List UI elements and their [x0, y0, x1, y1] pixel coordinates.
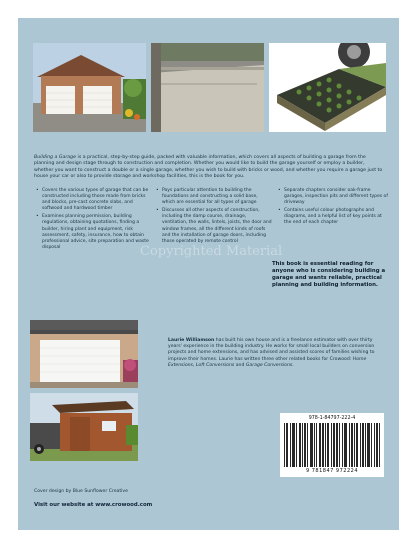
barcode-bar [305, 423, 306, 467]
related-book-title: Garage Conversions [245, 362, 293, 368]
highlight-statement: This book is essential reading for anyone who is considering building a garage and wants reliable, practical planning and building information. [272, 261, 386, 288]
feature-column-1 [36, 188, 150, 253]
barcode-bar [311, 423, 312, 467]
barcode-bar [336, 423, 337, 467]
feature-bullet: • Covers the various types of garage that can be constructed including those made from bricks and blocks, pre-cast concrete slabs, and softwood and hardwood timber [42, 188, 150, 212]
isbn-barcode [280, 413, 384, 477]
barcode-digits: 9 781847 972224 [305, 468, 359, 474]
barcode-bar [284, 423, 285, 467]
barcode-bar [327, 423, 328, 467]
barcode-bar [300, 423, 301, 467]
barcode-bar [292, 423, 293, 467]
barcode-bar [356, 423, 357, 467]
barcode-bar [342, 423, 343, 467]
feature-bullet: • Separate chapters consider oak-frame garages, inspection pits and different types of driveway [284, 188, 388, 206]
intro-blurb [34, 155, 384, 180]
feature-bullet: • Contains useful colour photographs and diagrams, and a helpful list of key points at the end of each chapter [284, 208, 388, 226]
related-book-title: Loft Conversions [195, 362, 235, 368]
barcode-bar [333, 423, 334, 467]
barcode-bar [293, 423, 294, 467]
photo-timber-garage [30, 393, 138, 461]
photo-concrete-base [151, 43, 264, 132]
author-bio [168, 338, 384, 369]
barcode-bar [346, 423, 347, 467]
barcode-bars [284, 423, 380, 467]
barcode-bar [357, 423, 358, 467]
barcode-bar [351, 423, 352, 467]
book-back-cover [18, 18, 399, 530]
barcode-bar [344, 423, 345, 467]
book-title-inline: Building a Garage [34, 155, 77, 160]
barcode-bar [302, 423, 303, 467]
barcode-bar [312, 423, 313, 467]
author-bio-text: has built his own house and is a freelance estimator with over thirty years' experience in the building industry. He works for small local builders on conversion projects and home extensions, and has advised and assisted scores of families wishing to improve their homes. Laurie has written three other related books for Crowood: [168, 338, 375, 362]
barcode-bar [320, 423, 321, 467]
author-bio-separator: , [192, 362, 196, 368]
barcode-bar [319, 423, 320, 467]
author-bio-separator: and [234, 362, 246, 368]
barcode-bar [314, 423, 315, 467]
photo-brick-garage [33, 43, 146, 132]
barcode-bar [354, 423, 355, 467]
barcode-bar [369, 423, 370, 467]
barcode-bar [334, 423, 335, 467]
barcode-bar [290, 423, 291, 467]
barcode-bar [368, 423, 369, 467]
barcode-bar [322, 423, 323, 467]
barcode-bar [337, 423, 338, 467]
barcode-bar [316, 423, 317, 467]
barcode-bar [325, 423, 326, 467]
barcode-bar [296, 423, 297, 467]
barcode-bar [307, 423, 308, 467]
cover-design-credit: Cover design by Blue Sunflower Creative [34, 489, 128, 494]
intro-text: is a practical, step-by-step guide, packed with valuable information, which covers all aspects of building a garage from the planning and design stage through to construction and completion. Whether you would like to build the garage yourself or employ a builder, whether you want to construct a double or a single garage, whether you wish to build with bricks or wood, and whether you require a garage just to house your car or also to provide storage and workshop facilities, this is the book for you. [34, 155, 383, 179]
barcode-bar [323, 423, 324, 467]
barcode-bar [286, 423, 287, 467]
related-book-title: Home Extensions [168, 356, 367, 368]
author-name: Laurie Williamson [168, 338, 215, 343]
barcode-bar [331, 423, 332, 467]
feature-bullet: • Discusses all other aspects of construction, including the damp course, drainage, ventilation, the walls, lintels, joists, the door and window frames, all the different kinds of roofs and the installation of garage doors, including those operated by remote control [162, 208, 272, 245]
photo-garage-door [30, 320, 138, 388]
feature-column-3 [278, 188, 388, 229]
barcode-bar [304, 423, 305, 467]
barcode-bar [377, 423, 378, 467]
barcode-bar [345, 423, 346, 467]
isbn-number: 978-1-84797-222-4 [308, 416, 356, 421]
barcode-bar [365, 423, 366, 467]
barcode-bar [349, 423, 350, 467]
barcode-bar [310, 423, 311, 467]
feature-column-2 [156, 188, 272, 247]
barcode-bar [287, 423, 288, 467]
barcode-bar [376, 423, 377, 467]
barcode-bar [379, 423, 380, 467]
barcode-bar [352, 423, 353, 467]
barcode-bar [328, 423, 329, 467]
barcode-bar [362, 423, 363, 467]
feature-bullet: • Pays particular attention to building the foundations and constructing a solid base, which are essential for all types of garage [162, 188, 272, 206]
barcode-bar [371, 423, 372, 467]
barcode-bar [374, 423, 375, 467]
watermark: Copyrighted Material [140, 244, 283, 259]
author-bio-end: . [292, 362, 294, 368]
barcode-bar [339, 423, 340, 467]
barcode-bar [299, 423, 300, 467]
barcode-bar [367, 423, 368, 467]
barcode-bar [294, 423, 295, 467]
photo-paving-grid [269, 43, 386, 132]
barcode-bar [360, 423, 361, 467]
barcode-bar [363, 423, 364, 467]
feature-bullet: • Examines planning permission, building regulations, obtaining quotations, finding a builder, hiring plant and equipment, risk assessment, safety, insurance, how to obtain professional advice, site preparation and waste disposal [42, 214, 150, 251]
website-link[interactable]: Visit our website at www.crowood.com [34, 502, 153, 508]
